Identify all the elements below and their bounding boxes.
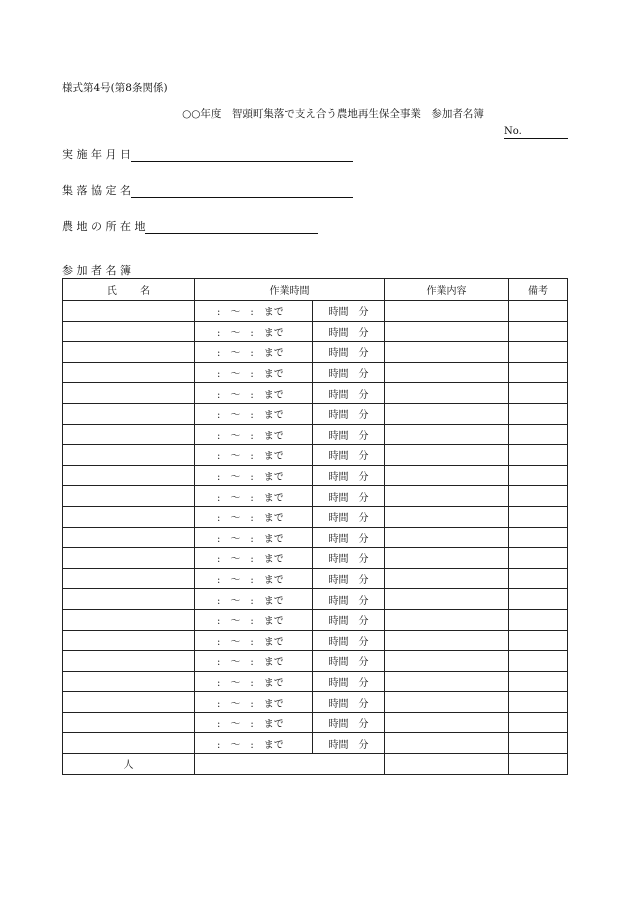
name-cell[interactable] (63, 527, 195, 548)
remarks-cell[interactable] (509, 692, 568, 713)
duration-cell[interactable]: 時間 分 (313, 609, 385, 630)
name-cell[interactable] (63, 630, 195, 651)
header-name: 氏 名 (63, 279, 195, 301)
work-content-cell[interactable] (385, 506, 509, 527)
work-content-cell[interactable] (385, 630, 509, 651)
table-header-row (63, 279, 568, 301)
time-range-cell[interactable]: : ～ : まで (195, 609, 313, 630)
name-cell[interactable] (63, 712, 195, 733)
work-content-cell[interactable] (385, 321, 509, 342)
remarks-cell[interactable] (509, 609, 568, 630)
agreement-name-line (131, 185, 353, 198)
duration-cell[interactable]: 時間 分 (313, 651, 385, 672)
name-cell[interactable] (63, 424, 195, 445)
time-range-cell[interactable]: : ～ : まで (195, 733, 313, 754)
name-cell[interactable] (63, 342, 195, 363)
name-cell[interactable] (63, 321, 195, 342)
work-content-cell[interactable] (385, 712, 509, 733)
time-range-cell[interactable]: : ～ : まで (195, 362, 313, 383)
footer-blank-cell (195, 754, 385, 775)
time-range-cell[interactable]: : ～ : まで (195, 383, 313, 404)
table-row (63, 712, 568, 733)
participant-count-cell: 人 (63, 754, 195, 775)
remarks-cell[interactable] (509, 651, 568, 672)
work-content-cell[interactable] (385, 609, 509, 630)
table-row (63, 589, 568, 610)
name-cell[interactable] (63, 465, 195, 486)
work-content-cell[interactable] (385, 568, 509, 589)
duration-cell[interactable]: 時間 分 (313, 527, 385, 548)
duration-cell[interactable]: 時間 分 (313, 692, 385, 713)
time-range-cell[interactable]: : ～ : まで (195, 342, 313, 363)
table-row (63, 383, 568, 404)
work-content-cell[interactable] (385, 527, 509, 548)
time-range-cell[interactable]: : ～ : まで (195, 321, 313, 342)
footer-blank-cell (509, 754, 568, 775)
remarks-cell[interactable] (509, 712, 568, 733)
work-content-cell[interactable] (385, 301, 509, 322)
time-range-cell[interactable]: : ～ : まで (195, 630, 313, 651)
table-body (63, 301, 568, 754)
duration-cell[interactable]: 時間 分 (313, 671, 385, 692)
remarks-cell[interactable] (509, 589, 568, 610)
table-row (63, 342, 568, 363)
work-content-cell[interactable] (385, 651, 509, 672)
remarks-cell[interactable] (509, 342, 568, 363)
remarks-cell[interactable] (509, 506, 568, 527)
location-line (145, 221, 318, 234)
remarks-cell[interactable] (509, 383, 568, 404)
table-row (63, 486, 568, 507)
name-cell[interactable] (63, 548, 195, 569)
table-row (63, 733, 568, 754)
time-range-cell[interactable]: : ～ : まで (195, 568, 313, 589)
remarks-cell[interactable] (509, 362, 568, 383)
table-row (63, 506, 568, 527)
table-row (63, 362, 568, 383)
work-content-cell[interactable] (385, 424, 509, 445)
table-row (63, 403, 568, 424)
name-cell[interactable] (63, 568, 195, 589)
duration-cell[interactable]: 時間 分 (313, 424, 385, 445)
name-cell[interactable] (63, 445, 195, 466)
header-work-content: 作業内容 (385, 279, 509, 301)
table-row (63, 568, 568, 589)
time-range-cell[interactable]: : ～ : まで (195, 465, 313, 486)
work-content-cell[interactable] (385, 465, 509, 486)
remarks-cell[interactable] (509, 527, 568, 548)
duration-cell[interactable]: 時間 分 (313, 321, 385, 342)
date-line (131, 149, 353, 162)
table-row (63, 692, 568, 713)
header-work-time: 作業時間 (195, 279, 385, 301)
work-content-cell[interactable] (385, 671, 509, 692)
work-content-cell[interactable] (385, 383, 509, 404)
name-cell[interactable] (63, 733, 195, 754)
table-row (63, 527, 568, 548)
duration-cell[interactable]: 時間 分 (313, 589, 385, 610)
duration-cell[interactable]: 時間 分 (313, 445, 385, 466)
remarks-cell[interactable] (509, 548, 568, 569)
work-content-cell[interactable] (385, 445, 509, 466)
duration-cell[interactable]: 時間 分 (313, 301, 385, 322)
remarks-cell[interactable] (509, 301, 568, 322)
duration-cell[interactable]: 時間 分 (313, 630, 385, 651)
time-range-cell[interactable]: : ～ : まで (195, 301, 313, 322)
table-row (63, 321, 568, 342)
duration-cell[interactable]: 時間 分 (313, 342, 385, 363)
name-cell[interactable] (63, 403, 195, 424)
time-range-cell[interactable]: : ～ : まで (195, 403, 313, 424)
table-row (63, 445, 568, 466)
agreement-name-field (62, 182, 353, 198)
remarks-cell[interactable] (509, 403, 568, 424)
footer-blank-cell (385, 754, 509, 775)
agreement-name-label: 集 落 協 定 名 (62, 184, 131, 197)
name-cell[interactable] (63, 589, 195, 610)
time-range-cell[interactable]: : ～ : まで (195, 692, 313, 713)
duration-cell[interactable]: 時間 分 (313, 568, 385, 589)
document-number-field: No. (504, 126, 568, 139)
name-cell[interactable] (63, 383, 195, 404)
name-cell[interactable] (63, 301, 195, 322)
time-range-cell[interactable]: : ～ : まで (195, 651, 313, 672)
participant-table (62, 278, 568, 775)
work-content-cell[interactable] (385, 692, 509, 713)
time-range-cell[interactable]: : ～ : まで (195, 486, 313, 507)
duration-cell[interactable]: 時間 分 (313, 465, 385, 486)
location-label: 農 地 の 所 在 地 (62, 220, 146, 233)
duration-cell[interactable]: 時間 分 (313, 403, 385, 424)
name-cell[interactable] (63, 609, 195, 630)
duration-cell[interactable]: 時間 分 (313, 362, 385, 383)
header-remarks: 備考 (509, 279, 568, 301)
name-cell[interactable] (63, 486, 195, 507)
duration-cell[interactable]: 時間 分 (313, 383, 385, 404)
time-range-cell[interactable]: : ～ : まで (195, 527, 313, 548)
remarks-cell[interactable] (509, 630, 568, 651)
remarks-cell[interactable] (509, 671, 568, 692)
time-range-cell[interactable]: : ～ : まで (195, 712, 313, 733)
remarks-cell[interactable] (509, 568, 568, 589)
remarks-cell[interactable] (509, 486, 568, 507)
name-cell[interactable] (63, 506, 195, 527)
remarks-cell[interactable] (509, 445, 568, 466)
duration-cell[interactable]: 時間 分 (313, 548, 385, 569)
location-field (62, 218, 318, 234)
remarks-cell[interactable] (509, 424, 568, 445)
remarks-cell[interactable] (509, 465, 568, 486)
table-row (63, 301, 568, 322)
remarks-cell[interactable] (509, 321, 568, 342)
table-row (63, 465, 568, 486)
participant-list-label: 参 加 者 名 簿 (62, 264, 131, 277)
name-cell[interactable] (63, 651, 195, 672)
name-cell[interactable] (63, 692, 195, 713)
work-content-cell[interactable] (385, 403, 509, 424)
name-cell[interactable] (63, 671, 195, 692)
work-content-cell[interactable] (385, 548, 509, 569)
name-cell[interactable] (63, 362, 195, 383)
table-footer-row (63, 754, 568, 775)
table-row (63, 651, 568, 672)
date-field (62, 146, 353, 162)
date-label: 実 施 年 月 日 (62, 148, 131, 161)
time-range-cell[interactable]: : ～ : まで (195, 548, 313, 569)
form-number: 様式第4号(第8条関係) (62, 82, 168, 94)
duration-cell[interactable]: 時間 分 (313, 506, 385, 527)
time-range-cell[interactable]: : ～ : まで (195, 424, 313, 445)
work-content-cell[interactable] (385, 342, 509, 363)
time-range-cell[interactable]: : ～ : まで (195, 445, 313, 466)
table-row (63, 671, 568, 692)
time-range-cell[interactable]: : ～ : まで (195, 506, 313, 527)
work-content-cell[interactable] (385, 733, 509, 754)
time-range-cell[interactable]: : ～ : まで (195, 589, 313, 610)
table-row (63, 548, 568, 569)
table-row (63, 424, 568, 445)
work-content-cell[interactable] (385, 589, 509, 610)
time-range-cell[interactable]: : ～ : まで (195, 671, 313, 692)
table-row (63, 609, 568, 630)
duration-cell[interactable]: 時間 分 (313, 712, 385, 733)
duration-cell[interactable]: 時間 分 (313, 486, 385, 507)
remarks-cell[interactable] (509, 733, 568, 754)
document-title: ○○年度 智頭町集落で支え合う農地再生保全事業 参加者名簿 (182, 108, 484, 120)
work-content-cell[interactable] (385, 486, 509, 507)
work-content-cell[interactable] (385, 362, 509, 383)
duration-cell[interactable]: 時間 分 (313, 733, 385, 754)
table-row (63, 630, 568, 651)
